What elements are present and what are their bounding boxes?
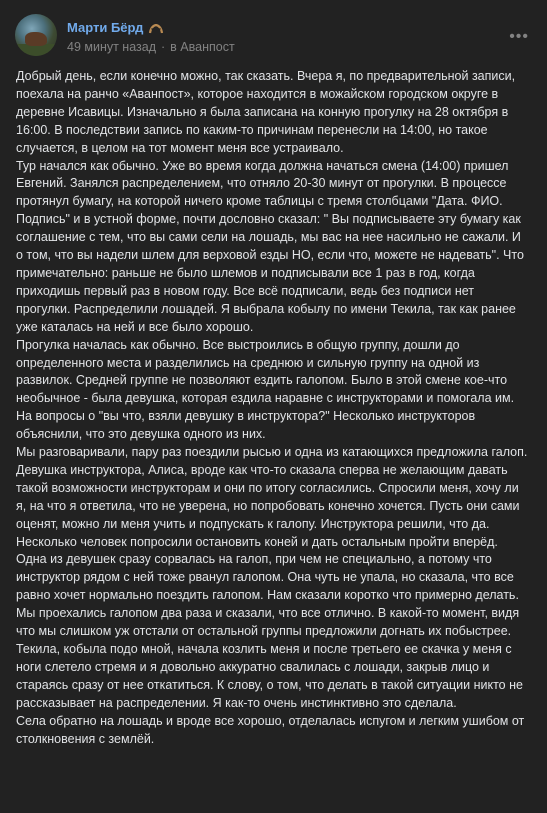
post-paragraph: Тур начался как обычно. Уже во время когда должна начаться смена (14:00) пришел Евгений. Занялся распределением, что отняло 20-30 минут от прогулки. В процессе протянул бумагу, на которой ничего кроме таблицы с тремя столбцами "Дата. ФИО. Подпись" и в устной форме, почти дословно сказал: " Вы подписываете эту бумагу как соглашение с тем, что вы сами сели на лошадь, мы вас на нее насильно не сажали. И о том, что вы надели шлем для верховой езды НО, если что, можете не надевать". Что примечательно: раньше не было шлемов и подписывали все 1 раз в год, когда приходишь первый раз в новом году. Все всё подписали, ведь без подписи нет прогулки. Распределили лошадей. Я выбрала кобылу по имени Текила, так как ранее уже каталась на ней и все было хорошо.	[16, 158, 524, 334]
post-header	[15, 14, 535, 62]
author-name[interactable]: Марти Бёрд	[67, 20, 144, 35]
meta-separator: ·	[161, 40, 166, 54]
post-meta	[67, 40, 235, 54]
post-paragraph: Села обратно на лошадь и вроде все хорошо, отделалась испугом и легким ушибом от столкновения с землёй.	[16, 713, 525, 746]
post-paragraph: Добрый день, если конечно можно, так сказать. Вчера я, по предварительной записи, поехала на ранчо «Аванпост», которое находится в можайском городском округе в деревне Исавицы. Изначально я была записана на конную прогулку на 28 октября в 16:00. В последствии запись по каким-то причинам перенесли на 14:00, но такое случается, в целом на тот момент меня все устраивало.	[16, 69, 516, 155]
author-name-link[interactable]	[67, 20, 164, 35]
post-paragraph: Прогулка началась как обычно. Все выстроились в общую группу, дошли до определенного места и разделились на среднюю и сильную группу на одной из развилок. Средней группе не позволяют ездить галопом. Было в этой смене кое-что необычное - была девушка, которая ездила наравне с инструкторами и помогала им. На вопросы о "вы что, взяли девушку в инструктора?" Несколько инструкторов объяснили, что это девушка одного из них.	[16, 337, 515, 442]
horseshoe-badge-icon	[148, 24, 164, 34]
post-location[interactable]: в Аванпост	[170, 40, 235, 54]
post-paragraph: Мы разговаривали, пару раз поездили рысью и одна из катающихся предложила галоп. Девушка инструктора, Алиса, вроде как что-то сказала сперва не желающим давать такой возможности инструкторам и они по итогу согласились. Спросили меня, хочу ли я, на что я ответила, что не уверена, но попробовать конечно хочется. Пусть они сами оценят, можно ли меня учить и подпускать к галопу. Инструктора решили, что да. Несколько человек попросили остановить коней и дать остальным пройти вперёд. Одна из девушек сразу сорвалась на галоп, при чем не специально, а потому что инструктор рядом с ней тоже рванул галопом. Она чуть не упала, но сказала, что все равно хочет нормально поездить галопом. Нам сказали коротко что примерно делать. Мы проехались галопом два раза и сказали, что все отлично. В какой-то момент, видя что мы слишком уж отстали от остальной группы предложили догнать их побыстрее. Текила, кобыла подо мной, начала козлить меня и после третьего ее скачка у меня с ноги слетело стремя и я довольно аккуратно свалилась с лошади, закрыв лицо и стараясь сразу от нее откатиться. К слову, о том, что делать в такой ситуации никто не рассказывает на распределении. Я как-то очень инстинктивно это сделала.	[16, 445, 528, 710]
author-avatar[interactable]	[15, 14, 57, 56]
post-time[interactable]: 49 минут назад	[67, 40, 156, 54]
more-dots-icon[interactable]: •••	[509, 28, 529, 45]
post-body	[16, 68, 531, 748]
